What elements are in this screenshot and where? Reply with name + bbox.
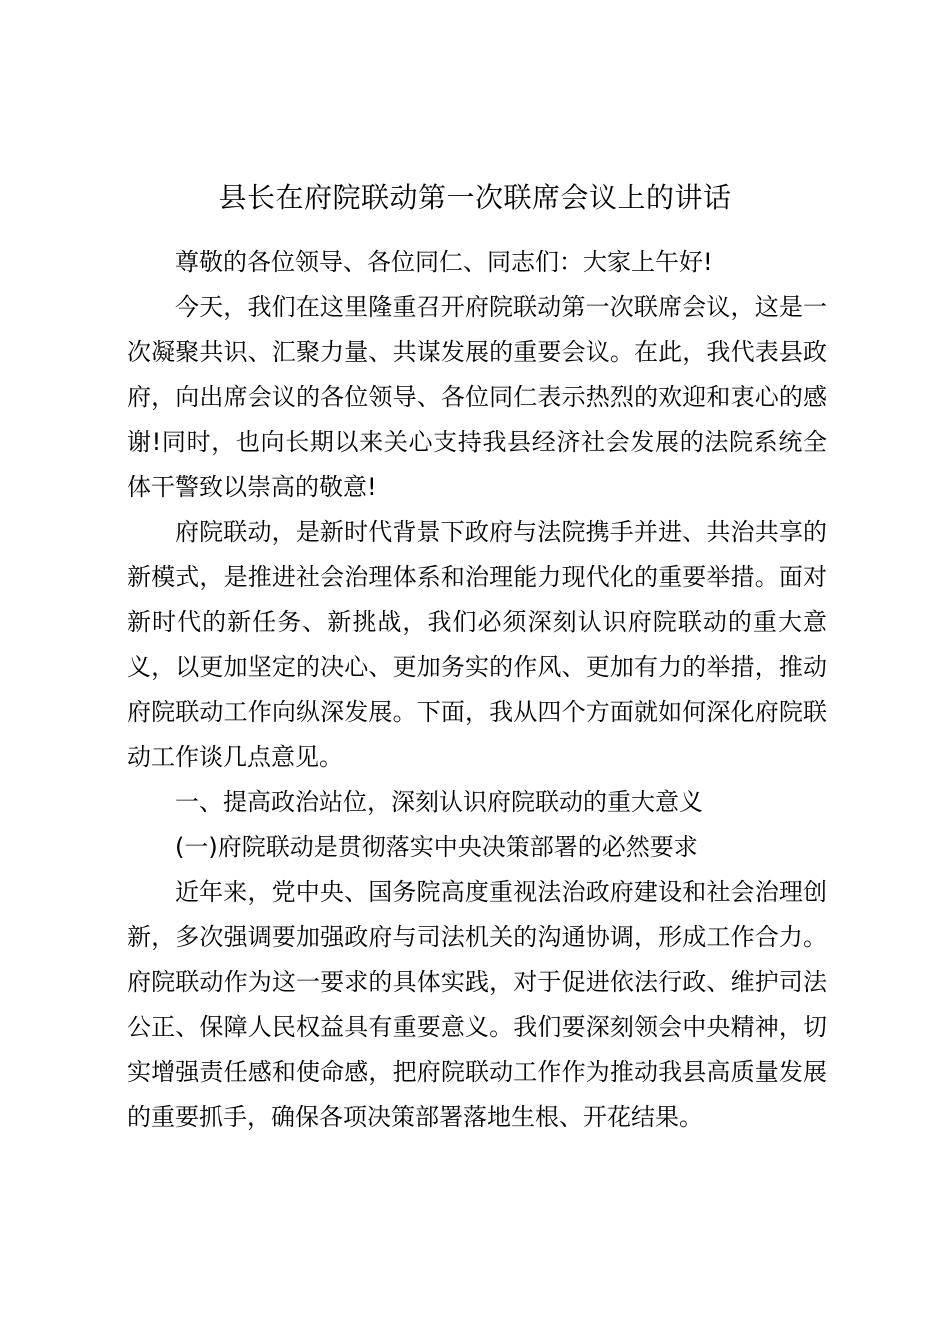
greeting-paragraph: 尊敬的各位领导、各位同仁、同志们：大家上午好! bbox=[175, 248, 713, 276]
body-paragraph: 近年来，党中央、国务院高度重视法治政府建设和社会治理创新，多次强调要加强政府与司法机关的沟通协调，形成工作合力。府院联动作为这一要求的具体实践，对于促进依法行政、维护司法公正、保障人民权益具有重要意义。我们要深刻领会中央精神，切实增强责任感和使命感，把府院联动工作作为推动我县高质量发展的重要抓手，确保各项决策部署落地生根、开花结果。 bbox=[127, 878, 827, 1131]
document-title: 县长在府院联动第一次联席会议上的讲话 bbox=[218, 181, 732, 214]
section-heading: 一、提高政治站位，深刻认识府院联动的重大意义 bbox=[175, 788, 703, 816]
opening-paragraph: 今天，我们在这里隆重召开府院联动第一次联席会议，这是一次凝聚共识、汇聚力量、共谋发展的重要会议。在此，我代表县政府，向出席会议的各位领导、各位同仁表示热烈的欢迎和衷心的感谢!同时，也向长期以来关心支持我县经济社会发展的法院系统全体干警致以崇高的敬意! bbox=[127, 293, 827, 501]
subsection-heading: (一)府院联动是贯彻落实中央决策部署的必然要求 bbox=[175, 833, 698, 861]
intro-paragraph: 府院联动，是新时代背景下政府与法院携手并进、共治共享的新模式，是推进社会治理体系和治理能力现代化的重要举措。面对新时代的新任务、新挑战，我们必须深刻认识府院联动的重大意义，以更加坚定的决心、更加务实的作风、更加有力的举措，推动府院联动工作向纵深发展。下面，我从四个方面就如何深化府院联动工作谈几点意见。 bbox=[127, 518, 827, 771]
document-body bbox=[127, 240, 827, 1140]
